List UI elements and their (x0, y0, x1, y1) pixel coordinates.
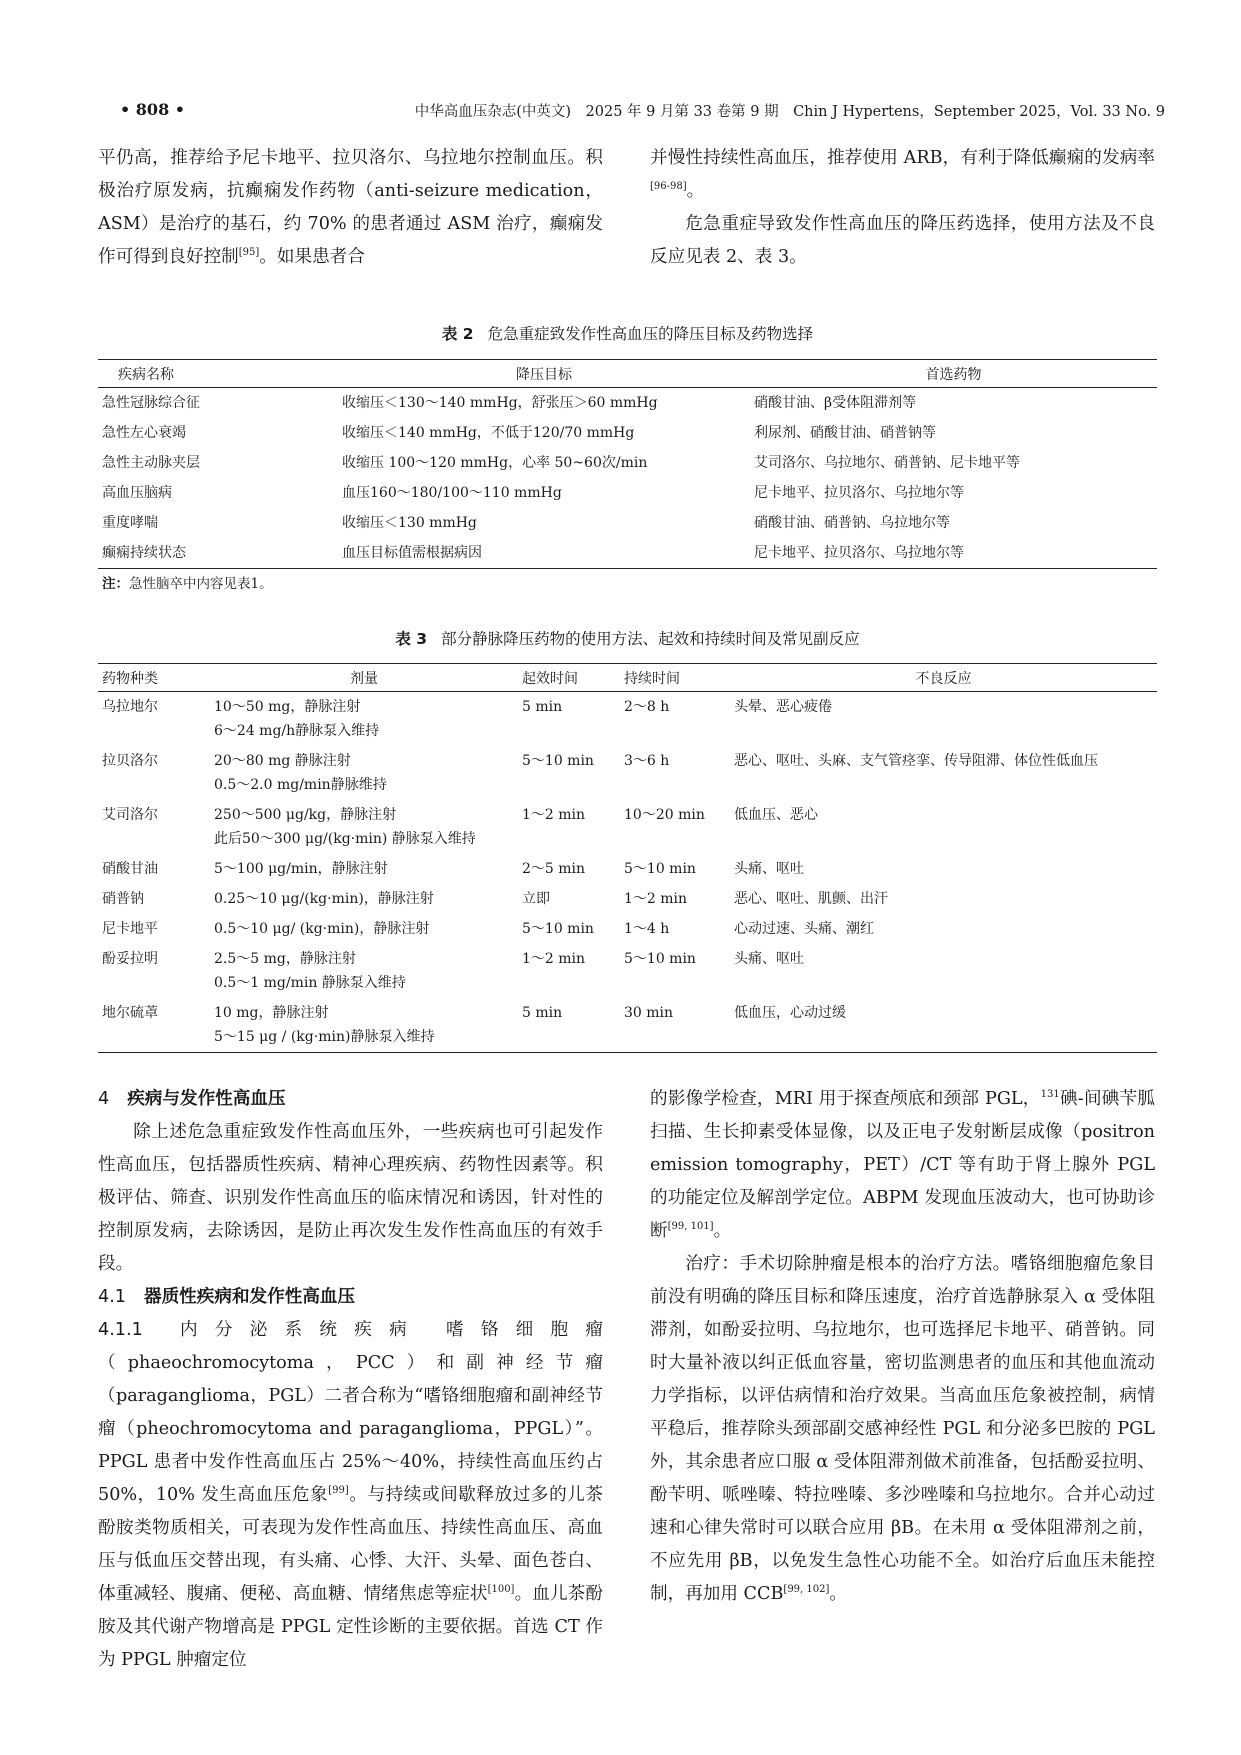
table3-cell: 心动过速、头痛、潮红 (734, 921, 874, 937)
table2-cell: 急性冠脉综合征 (102, 395, 200, 411)
table3-cell: 低血压、恶心 (734, 807, 818, 823)
table3-cell: 0.5～10 μg/ (kg·min)，静脉注射 (214, 921, 430, 937)
citation-ref: [99] (328, 1485, 349, 1497)
table2-header: 首选药物 (750, 360, 1157, 388)
table2-cell: 利尿剂、硝酸甘油、硝普钠等 (754, 425, 936, 441)
table2-cell: 尼卡地平、拉贝洛尔、乌拉地尔等 (750, 538, 1157, 569)
table3-cell: 2.5～5 mg，静脉注射 0.5～1 mg/min 静脉泵入维持 (214, 951, 406, 991)
subsection-heading: 4.1 器质性疾病和发作性高血压 (98, 1287, 356, 1307)
table3-label: 表 3 (395, 630, 428, 648)
table3-cell: 5～100 μg/min，静脉注射 (214, 861, 388, 877)
table2-caption (98, 322, 1157, 344)
citation-ref: [100] (487, 1584, 515, 1596)
table3-cell: 5～10 min (522, 921, 594, 937)
citation-ref: [99, 102] (783, 1584, 830, 1596)
table3-cell: 2～5 min (522, 861, 586, 877)
table3-header: 药物种类 (98, 664, 210, 692)
body-paragraph: 的影像学检查，MRI 用于探查颅底和颈部 PGL，$^{131}$碘-间碘苄胍扫描、生长抑素受体显像，以及正电子发射断层成像（positron emission tomography，PET）/CT 等有助于肾上腺外 PGL 的功能定位及解剖学定位。ABPM 发现血压波动大，也可协助诊断[99, 101]。 (650, 1089, 1155, 1241)
table3-cell: 5～10 min (522, 753, 594, 769)
table2-row (98, 538, 1157, 569)
table3-cell: 硝酸甘油 (102, 861, 158, 877)
table3-cell: 1～4 h (624, 921, 670, 937)
table3-row (98, 746, 1157, 800)
body-paragraph: 治疗：手术切除肿瘤是根本的治疗方法。嗜铬细胞瘤危象目前没有明确的降压目标和降压速度，治疗首选静脉泵入 α 受体阻滞剂，如酚妥拉明、乌拉地尔，也可选择尼卡地平、硝普钠。同时大量补液以纠正低血容量，密切监测患者的血压和其他血流动力学指标，以评估病情和治疗效果。当高血压危象被控制，病情平稳后，推荐除头颈部副交感神经性 PGL 和分泌多巴胺的 PGL 外，其余患者应口服 α 受体阻滞剂做术前准备，包括酚妥拉明、酚苄明、哌唑嗪、特拉唑嗪、多沙唑嗪和乌拉地尔。合并心动过速和心律失常时可以联合应用 βB。在未用 α 受体阻滞剂之前，不应先用 βB，以免发生急性心功能不全。如治疗后血压未能控制，再加用 CCB[99, 102]。 (650, 1254, 1155, 1604)
table3-cell: 头痛、呕吐 (734, 951, 804, 967)
body-left-column (98, 1083, 603, 1677)
table3-row (98, 884, 1157, 914)
table3-cell: 尼卡地平 (102, 921, 158, 937)
table3-header: 持续时间 (620, 664, 730, 692)
table3-caption (98, 627, 1157, 649)
table3-cell: 10～20 min (624, 807, 705, 823)
table3-cell: 5 min (518, 998, 620, 1053)
table2-cell: 收缩压＜130 mmHg (342, 515, 477, 531)
citation-ref: [99, 101] (667, 1221, 714, 1233)
table2-row (98, 508, 1157, 538)
table3-cell: 1～2 min (522, 951, 586, 967)
table3-cell: 2～8 h (624, 699, 670, 715)
table2-title: 危急重症致发作性高血压的降压目标及药物选择 (487, 325, 814, 343)
subsubsection-heading: 4.1.1 内分泌系统疾病 (98, 1320, 424, 1340)
table3-row (98, 914, 1157, 944)
table3 (98, 663, 1157, 1053)
table2-cell: 癫痫持续状态 (98, 538, 338, 569)
table2-row (98, 448, 1157, 478)
table3-header: 不良反应 (730, 664, 1157, 692)
table3-cell: 乌拉地尔 (102, 699, 158, 715)
table3-cell: 立即 (522, 891, 550, 907)
intro-right-column (650, 142, 1155, 274)
table3-cell: 10 mg，静脉注射 5～15 μg / (kg·min)静脉泵入维持 (210, 998, 518, 1053)
intro-left-column (98, 142, 603, 274)
table3-row (98, 692, 1157, 747)
table3-cell: 艾司洛尔 (102, 807, 158, 823)
intro-paragraph: 危急重症导致发作性高血压的降压药选择，使用方法及不良反应见表 2、表 3。 (650, 214, 1155, 267)
table2-header: 降压目标 (338, 360, 750, 388)
table3-row (98, 944, 1157, 998)
table3-cell: 1～2 min (522, 807, 586, 823)
table3-cell: 恶心、呕吐、肌颤、出汗 (734, 891, 888, 907)
table2-cell: 血压160～180/100～110 mmHg (342, 485, 562, 501)
table3-cell: 地尔硫䓬 (98, 998, 210, 1053)
table3-cell: 5～10 min (624, 951, 696, 967)
section-heading: 4 疾病与发作性高血压 (98, 1089, 286, 1109)
table3-cell: 低血压，心动过缓 (730, 998, 1157, 1053)
table3-cell: 10～50 mg，静脉注射 6～24 mg/h静脉泵入维持 (214, 699, 380, 739)
table2-cell: 硝酸甘油、硝普钠、乌拉地尔等 (754, 515, 950, 531)
body-right-column (650, 1083, 1155, 1611)
table3-cell: 0.25～10 μg/(kg·min)，静脉注射 (214, 891, 434, 907)
table2-cell: 高血压脑病 (102, 485, 172, 501)
table2-cell: 急性左心衰竭 (102, 425, 186, 441)
table2-cell: 急性主动脉夹层 (102, 455, 200, 471)
table3-cell: 头晕、恶心疲倦 (734, 699, 832, 715)
table2-cell: 血压目标值需根据病因 (338, 538, 750, 569)
table3-cell: 酚妥拉明 (102, 951, 158, 967)
body-paragraph: 除上述危急重症致发作性高血压外，一些疾病也可引起发作性高血压，包括器质性疾病、精神心理疾病、药物性因素等。积极评估、筛查、识别发作性高血压的临床情况和诱因，针对性的控制原发病，去除诱因，是防止再次发生发作性高血压的有效手段。 (98, 1122, 603, 1274)
table3-cell: 5 min (522, 699, 563, 715)
table2-row (98, 418, 1157, 448)
intro-paragraph: 并慢性持续性高血压，推荐使用 ARB，有利于降低癫痫的发病率[96-98]。 (650, 148, 1155, 201)
journal-citation: 中华高血压杂志(中英文) 2025 年 9 月第 33 卷第 9 期 Chin J Hypertens，September 2025，Vol. 33 No. 9 (414, 104, 1165, 120)
table3-cell: 30 min (620, 998, 730, 1053)
table3-cell: 拉贝洛尔 (102, 753, 158, 769)
table3-cell: 恶心、呕吐、头麻、支气管痉挛、传导阻滞、体位性低血压 (734, 753, 1098, 769)
table3-row (98, 998, 1157, 1053)
table2-cell: 收缩压＜130～140 mmHg，舒张压＞60 mmHg (342, 395, 658, 411)
table3-row (98, 854, 1157, 884)
running-header (120, 100, 1165, 126)
table2-cell: 硝酸甘油、β受体阻滞剂等 (754, 395, 917, 411)
table3-cell: 硝普钠 (102, 891, 144, 907)
table2-label: 表 2 (441, 325, 474, 343)
table2-cell: 艾司洛尔、乌拉地尔、硝普钠、尼卡地平等 (754, 455, 1020, 471)
table2-cell: 尼卡地平、拉贝洛尔、乌拉地尔等 (754, 485, 964, 501)
table2-cell: 收缩压＜140 mmHg，不低于120/70 mmHg (342, 425, 635, 441)
citation-ref: [96-98] (650, 181, 687, 193)
table3-cell: 5～10 min (624, 861, 696, 877)
table2-cell: 收缩压 100～120 mmHg，心率 50~60次/min (342, 455, 648, 471)
table2 (98, 359, 1157, 569)
table3-cell: 1～2 min (624, 891, 688, 907)
table3-header: 剂量 (210, 664, 518, 692)
table3-cell: 20～80 mg 静脉注射 0.5～2.0 mg/min静脉维持 (214, 753, 387, 793)
table3-header: 起效时间 (518, 664, 620, 692)
body-paragraph: 4.1.1 内分泌系统疾病 嗜铬细胞瘤（phaeochromocytoma，PCC）和副神经节瘤（paraganglioma，PGL）二者合称为“嗜铬细胞瘤和副神经节瘤（pheochromocytoma and paraganglioma，PPGL）”。PPGL 患者中发作性高血压占 25%～40%，持续性高血压约占 50%，10% 发生高血压危象[99]。与持续或间歇释放过多的儿茶酚胺类物质相关，可表现为发作性高血压、持续性高血压、高血压与低血压交替出现，有头痛、心悸、大汗、头晕、面色苍白、体重减轻、腹痛、便秘、高血糖、情绪焦虑等症状[100]。血儿茶酚胺及其代谢产物增高是 PPGL 定性诊断的主要依据。首选 CT 作为 PPGL 肿瘤定位 (98, 1320, 603, 1670)
table3-cell: 头痛、呕吐 (734, 861, 804, 877)
citation-ref: [95] (238, 247, 260, 259)
table2-header: 疾病名称 (98, 360, 338, 388)
table3-row (98, 800, 1157, 854)
table3-cell: 3～6 h (624, 753, 670, 769)
table3-title: 部分静脉降压药物的使用方法、起效和持续时间及常见副反应 (441, 630, 860, 648)
table2-row (98, 388, 1157, 419)
intro-paragraph: 平仍高，推荐给予尼卡地平、拉贝洛尔、乌拉地尔控制血压。积极治疗原发病，抗癫痫发作药物（anti-seizure medication，ASM）是治疗的基石，约 70% 的患者通过 ASM 治疗，癫痫发作可得到良好控制[95]。如果患者合 (98, 148, 603, 267)
table3-cell: 250～500 μg/kg，静脉注射 此后50～300 μg/(kg·min) 静脉泵入维持 (214, 807, 476, 847)
table2-cell: 重度哮喘 (102, 515, 158, 531)
page-number: • 808 • (120, 100, 185, 119)
table2-note: 注：急性脑卒中内容见表1。 (102, 576, 273, 592)
table2-row (98, 478, 1157, 508)
